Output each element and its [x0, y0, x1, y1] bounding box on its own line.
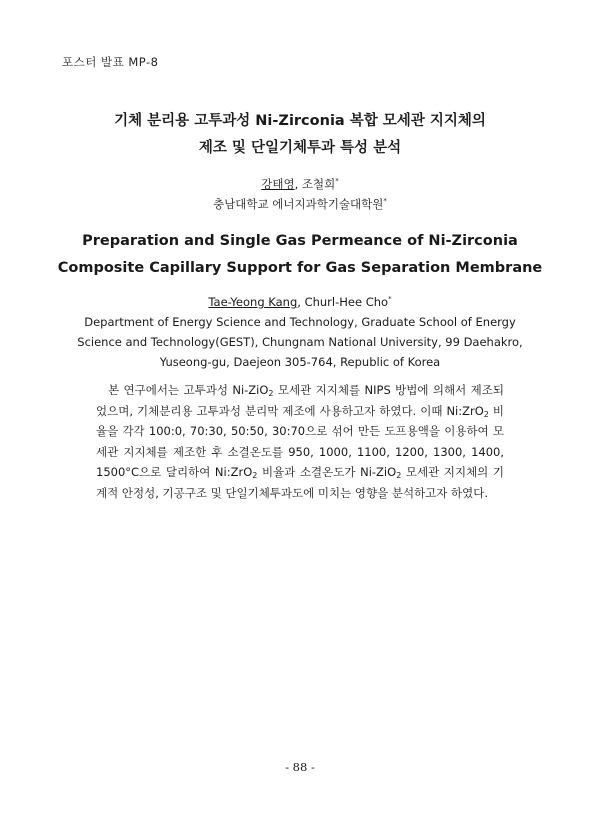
english-authors: [50, 292, 550, 372]
korean-author-1: 강태영: [261, 177, 295, 191]
english-title: [40, 228, 560, 282]
korean-title-line-1: 기체 분리용 고투과성 Ni-Zirconia 복합 모세관 지지체의: [114, 113, 486, 129]
korean-authors: [40, 174, 560, 214]
korean-title: [40, 108, 560, 162]
session-label: 포스터 발표 MP-8: [62, 55, 159, 69]
abstract-paragraph: 본 연구에서는 고투과성 Ni-ZiO$_2$ 모세관 지지체를 NIPS 방법에 의해서 제조되었으며, 기체분리용 고투과성 분리막 제조에 사용하고자 하였다. 이때 Ni:ZrO$_2$ 비율을 각각 100:0, 70:30, 50:50, 30:70으로 섞어 만든 도프용액을 이용하여 모세관 지지체를 제조한 후 소결온도를 950, 1000, 1100, 1200, 1300, 1400, 1500°C으로 달리하여 Ni:ZrO$_2$ 비율과 소결온도가 Ni-ZiO$_2$ 모세관 지지체의 기계적 안정성, 기공구조 및 단일기체투과도에 미치는 영향을 분석하고자 하였다.: [96, 383, 505, 500]
page-number: - 88 -: [285, 760, 315, 774]
korean-affiliation-mark: *: [383, 197, 387, 205]
english-title-line-2: Composite Capillary Support for Gas Separation Membrane: [57, 260, 543, 276]
korean-author-separator: ,: [294, 177, 302, 191]
english-title-line-1: Preparation and Single Gas Permeance of Ni-Zirconia: [82, 233, 518, 249]
korean-corresponding-mark: *: [335, 177, 339, 185]
english-affiliation-line-2: Science and Technology(GEST), Chungnam National University, 99 Daehakro,: [77, 335, 523, 349]
english-author-separator: ,: [297, 295, 305, 309]
korean-author-line: [40, 174, 560, 194]
korean-author-2: 조철희: [301, 177, 336, 191]
english-affiliation-line-3: Yuseong-gu, Daejeon 305-764, Republic of Korea: [159, 355, 441, 369]
english-corresponding-mark: *: [388, 295, 392, 303]
english-author-2: Churl-Hee Cho: [304, 295, 389, 309]
korean-affiliation: 충남대학교 에너지과학기술대학원*: [213, 197, 387, 211]
english-author-1: Tae-Yeong Kang: [208, 295, 298, 309]
english-affiliation-line-1: Department of Energy Science and Technology, Graduate School of Energy: [84, 315, 516, 329]
english-author-line: [50, 292, 550, 312]
korean-title-line-2: 제조 및 단일기체투과 특성 분석: [198, 140, 402, 156]
